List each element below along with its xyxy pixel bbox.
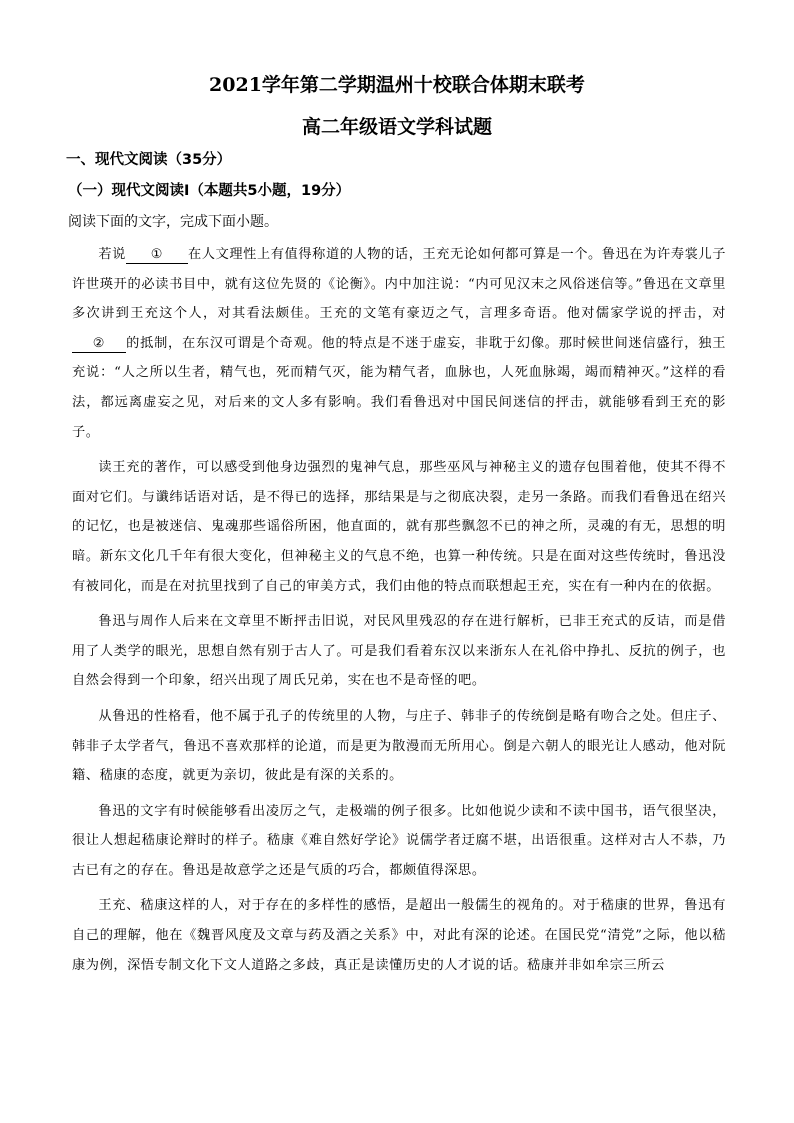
passage-paragraph: 鲁迅的文字有时候能够看出凌厉之气，走极端的例子很多。比如他说少读和不读中国书，语气很坚决，很让人想起嵇康论辩时的样子。嵇康《难自然好学论》说儒学者迂腐不堪，出语很重。这样对古人不恭，乃古已有之的存在。鲁迅是故意学之还是气质的巧合，都颇值得深思。 (72, 803, 726, 878)
passage-paragraph: 读王充的著作，可以感受到他身边强烈的鬼神气息，那些巫风与神秘主义的遗存包围着他，使其不得不面对它们。与谶纬话语对话，是不得已的选择，那结果是与之彻底决裂，走另一条路。而我们看鲁迅在绍兴的记忆，也是被迷信、鬼魂那些谣俗所困，他直面的，就有那些飘忽不已的神之所，灵魂的有无，思想的明暗。新东文化几千年有很大变化，但神秘主义的气息不绝，也算一种传统。只是在面对这些传统时，鲁迅没有被同化，而是在对抗里找到了自己的审美方式，我们由他的特点而联想起王充，实在有一种内在的依据。 (72, 460, 726, 594)
section-heading-modern-reading: 一、现代文阅读（35分） (66, 152, 232, 168)
paragraph-text: 的抵制，在东汉可谓是个奇观。他的特点是不迷于虚妄，非耽于幻像。那时候世间迷信盛行，独王充说：“人之所以生者，精气也，死而精气灭，能为精气者，血脉也，人死血脉竭，竭而精神灭。”这样的看法，都远离虚妄之见，对后来的文人多有影响。我们看鲁迅对中国民间迷信的抨击，就能够看到王充的影子。 (72, 335, 726, 440)
exam-title: 2021学年第二学期温州十校联合体期末联考 (209, 74, 585, 96)
passage-paragraph: 鲁迅与周作人后来在文章里不断抨击旧说，对民风里残忍的存在进行解析，已非王充式的反诘，而是借用了人类学的眼光，思想自然有别于古人了。可是我们看着东汉以来浙东人在礼俗中挣扎、反抗的例子，也自然会得到一个印象，绍兴出现了周氏兄弟，实在也不是奇怪的吧。 (72, 614, 726, 689)
subsection-heading-reading-1: （一）现代文阅读Ⅰ（本题共5小题，19分） (68, 183, 351, 199)
reading-instruction: 阅读下面的文字，完成下面小题。 (68, 214, 278, 230)
exam-subtitle: 高二年级语文学科试题 (301, 116, 492, 138)
passage-paragraph (72, 240, 726, 447)
passage-paragraph: 从鲁迅的性格看，他不属于孔子的传统里的人物，与庄子、韩非子的传统倒是略有吻合之处。但庄子、韩非子太学者气，鲁迅不喜欢那样的论道，而是更为散漫而无所用心。倒是六朝人的眼光让人感动，他对阮籍、嵇康的态度，就更为亲切，彼此是有深的关系的。 (72, 708, 726, 784)
fill-blank-2: ② (72, 336, 126, 353)
passage-paragraph: 王充、嵇康这样的人，对于存在的多样性的感悟，是超出一般儒生的视角的。对于嵇康的世界，鲁迅有自己的理解，他在《魏晋风度及文章与药及酒之关系》中，对此有深的论述。在国民党“清党”之际，他以嵇康为例，深悟专制文化下文人道路之多歧，真正是读懂历史的人才说的话。嵇康并非如牟宗三所云 (72, 898, 726, 973)
paragraph-text: 若说 (98, 247, 126, 262)
paragraph-text: 在人文理性上有值得称道的人物的话，王充无论如何都可算是一个。鲁迅在为许寿裳儿子许世瑛开的必读书目中，就有这位先贤的《论衡》。内中加注说：“内可见汉末之风俗迷信等。”鲁迅在文章里多次讲到王充这个人，对其看法颇佳。王充的文笔有豪迈之气，言理多奇语。他对儒家学说的抨击，对 (72, 247, 726, 322)
reading-passage (72, 240, 726, 986)
fill-blank-1: ① (126, 247, 188, 264)
